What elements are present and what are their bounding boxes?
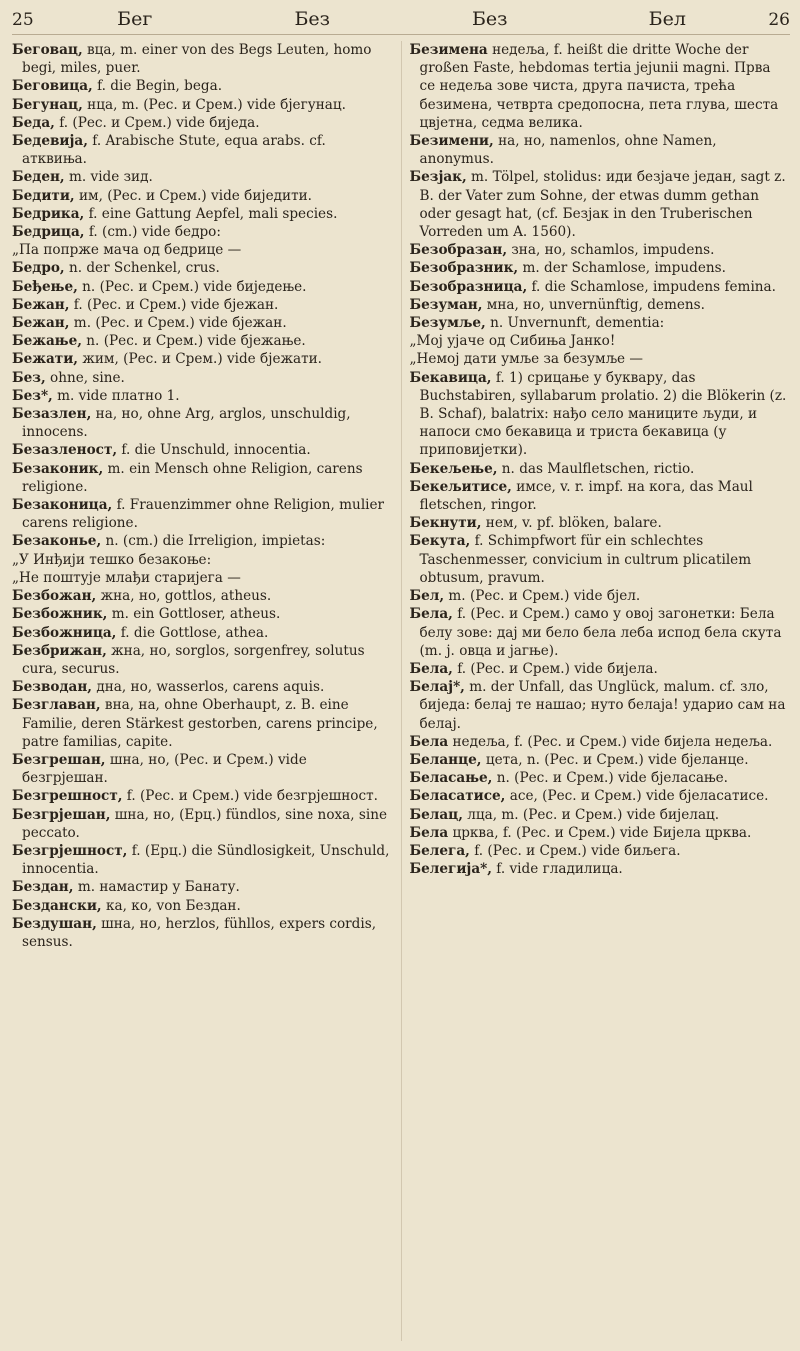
entry-definition: нца, m. (Рес. и Срем.) vide бјегунац. <box>82 96 346 113</box>
dictionary-entry <box>410 787 791 805</box>
entry-headword: Бездушан, <box>12 915 97 932</box>
entry-definition: шна, но, (Ерц.) fündlos, sine noxa, sine peccato. <box>22 806 388 841</box>
entry-headword: Безуман, <box>409 296 483 313</box>
dictionary-entry <box>12 205 393 223</box>
dictionary-entry <box>410 259 791 277</box>
entry-headword: Бела <box>409 733 449 750</box>
page-number-left: 25 <box>12 10 34 30</box>
entry-definition: недеља, f. heißt die dritte Woche der großen Faste, hebdomas tertia jejunii magni. Прва се недеља зове чиста, друга пачиста, трећа безимена, четврта средопосна, пета глува, шеста цвјетна, седма велика. <box>419 42 779 131</box>
entry-headword: Бекељење, <box>409 460 498 477</box>
dictionary-entry <box>12 350 393 368</box>
entry-definition: дна, но, wasserlos, carens aquis. <box>92 679 325 696</box>
dictionary-entry <box>12 77 393 95</box>
entry-headword: Бедро, <box>12 260 65 277</box>
columns <box>12 41 790 1341</box>
dictionary-entry <box>12 842 393 878</box>
entry-definition: f. Frauenzimmer ohne Religion, mulier carens religione. <box>22 497 385 532</box>
entry-headword: Беда, <box>12 114 55 131</box>
dictionary-entry <box>12 132 393 168</box>
entry-headword: Безобразник, <box>409 260 519 277</box>
dictionary-entry <box>12 405 393 441</box>
dictionary-entry <box>410 660 791 678</box>
entry-definition: f. (Рес. и Срем.) vide биљега. <box>469 842 681 859</box>
entry-definition: f. die Begin, bega. <box>92 78 223 95</box>
entry-headword: Бедрица, <box>12 224 85 241</box>
entry-definition: недеља, f. (Рес. и Срем.) vide бијела недеља. <box>448 733 773 750</box>
entry-definition: жна, но, gottlos, atheus. <box>96 588 272 605</box>
dictionary-entry <box>410 369 791 460</box>
entry-definition: n. Unvernunft, dementia: <box>485 315 665 332</box>
entry-headword: Беговица, <box>12 78 93 95</box>
dictionary-entry <box>410 41 791 132</box>
dictionary-entry <box>410 860 791 878</box>
entry-headword: Бедрика, <box>12 205 85 222</box>
entry-definition: f. vide гладилица. <box>491 861 623 878</box>
guide-word-left-1: Бег <box>117 8 153 30</box>
dictionary-entry <box>410 678 791 733</box>
entry-headword: Безаконье, <box>12 533 102 550</box>
dictionary-entry <box>12 332 393 350</box>
dictionary-entry <box>12 241 393 259</box>
dictionary-entry <box>410 605 791 660</box>
entry-definition: имсе, v. r. impf. на кога, das Maul fletschen, ringor. <box>419 478 753 514</box>
entry-headword: Без*, <box>12 387 53 404</box>
dictionary-entry <box>12 314 393 332</box>
entry-definition: n. der Schenkel, crus. <box>64 260 220 277</box>
dictionary-entry <box>410 278 791 296</box>
entry-headword: Безбрижан, <box>12 642 107 659</box>
dictionary-entry <box>410 532 791 587</box>
dictionary-entry <box>12 168 393 186</box>
entry-headword: Безумље, <box>409 315 486 332</box>
dictionary-entry <box>410 332 791 350</box>
entry-headword: Бежан, <box>12 296 70 313</box>
dictionary-entry <box>12 551 393 569</box>
entry-headword: Бела <box>409 824 449 841</box>
entry-headword: Безаконик, <box>12 460 104 477</box>
dictionary-entry <box>12 223 393 241</box>
entry-definition: m. vide зид. <box>64 169 153 186</box>
entry-definition: „Не поштује млађи старијега — <box>12 569 241 586</box>
entry-definition: n. (Рес. и Срем.) vide биједење. <box>77 278 307 295</box>
entry-headword: Бегунац, <box>12 96 83 113</box>
entry-headword: Безгрешност, <box>12 788 123 805</box>
entry-definition: f. (Ерц.) die Sündlosigkeit, Unschuld, innocentia. <box>22 842 390 878</box>
entry-definition: црква, f. (Рес. и Срем.) vide Бијела црква. <box>448 824 752 841</box>
entry-headword: Бездански, <box>12 897 102 914</box>
entry-headword: Бежан, <box>12 315 70 332</box>
dictionary-entry <box>12 787 393 805</box>
entry-headword: Бекнути, <box>409 515 482 532</box>
entry-headword: Безимени, <box>409 133 494 150</box>
entry-headword: Бедити, <box>12 187 75 204</box>
entry-headword: Безазлен, <box>12 406 92 423</box>
entry-headword: Безводан, <box>12 679 93 696</box>
dictionary-entry <box>410 751 791 769</box>
dictionary-entry <box>410 296 791 314</box>
entry-definition: зна, но, schamlos, impudens. <box>507 242 715 259</box>
entry-headword: Безгрјешан, <box>12 806 111 823</box>
entry-definition: n. (cm.) die Irreligion, impietas: <box>101 533 326 550</box>
entry-headword: Без, <box>12 369 46 386</box>
dictionary-entry <box>12 642 393 678</box>
entry-definition: вца, m. einer von des Begs Leuten, homo begi, miles, puer. <box>22 42 372 77</box>
entry-headword: Безјак, <box>409 169 467 186</box>
dictionary-entry <box>12 96 393 114</box>
dictionary-entry <box>12 897 393 915</box>
entry-definition: мна, но, unvernünftig, demens. <box>482 296 705 313</box>
entry-headword: Безимена <box>409 42 488 58</box>
dictionary-entry <box>410 478 791 514</box>
entry-definition: жим, (Рес. и Срем.) vide бјежати. <box>78 351 322 368</box>
entry-definition: m. ein Mensch ohne Religion, carens religione. <box>22 460 363 495</box>
entry-headword: Безаконица, <box>12 497 113 514</box>
entry-definition: m. (Рес. и Срем.) vide бјел. <box>444 588 641 605</box>
entry-headword: Безазленост, <box>12 442 118 459</box>
dictionary-entry <box>12 678 393 696</box>
entry-definition: нем, v. pf. blöken, balare. <box>481 515 662 532</box>
entry-headword: Бела, <box>409 606 453 623</box>
entry-definition: „Мој ујаче од Сибиња Јанко! <box>409 333 616 350</box>
entry-headword: Безглаван, <box>12 697 101 714</box>
entry-definition: лца, m. (Рес. и Срем.) vide бијелац. <box>462 806 720 823</box>
entry-definition: m. (Рес. и Срем.) vide бјежан. <box>69 315 287 332</box>
entry-definition: асе, (Рес. и Срем.) vide бјеласатисе. <box>505 788 769 805</box>
dictionary-entry <box>12 187 393 205</box>
entry-headword: Белега, <box>409 842 470 859</box>
entry-headword: Безобразница, <box>409 278 528 295</box>
entry-definition: f. (Рес. и Срем.) vide безгрјешност. <box>122 788 378 805</box>
dictionary-entry <box>410 241 791 259</box>
entry-headword: Безобразан, <box>409 242 508 259</box>
entry-headword: Беден, <box>12 169 65 186</box>
entry-definition: n. das Maulfletschen, rictio. <box>497 460 695 477</box>
entry-definition: m. vide платно 1. <box>52 387 180 404</box>
entry-definition: n. (Рес. и Срем.) vide бјеласање. <box>492 770 728 787</box>
dictionary-entry <box>12 496 393 532</box>
entry-definition: вна, на, ohne Oberhaupt, z. B. eine Familie, deren Stärkest gestorben, carens principe, patre familias, capite. <box>22 697 378 750</box>
dictionary-entry <box>12 387 393 405</box>
right-column <box>401 41 791 1341</box>
entry-definition: f. die Gottlose, athea. <box>116 624 269 641</box>
entry-definition: f. die Unschuld, innocentia. <box>117 442 311 459</box>
dictionary-entry <box>410 460 791 478</box>
entry-headword: Бежање, <box>12 333 82 350</box>
dictionary-entry <box>410 132 791 168</box>
entry-definition: ка, ко, von Бездан. <box>101 897 241 914</box>
guide-word-right-1: Без <box>471 8 508 30</box>
dictionary-entry <box>410 806 791 824</box>
dictionary-entry <box>12 878 393 896</box>
entry-definition: „Па попрже мача од бедрице — <box>12 242 242 259</box>
dictionary-entry <box>410 842 791 860</box>
running-header <box>12 8 790 35</box>
dictionary-entry <box>12 587 393 605</box>
entry-definition: им, (Рес. и Срем.) vide биједити. <box>74 187 312 204</box>
entry-definition: n. (Рес. и Срем.) vide бјежање. <box>81 333 306 350</box>
entry-headword: Бел, <box>409 588 445 605</box>
entry-headword: Белац, <box>409 806 463 823</box>
guide-word-right-2: Бел <box>648 8 686 30</box>
entry-definition: „У Инђији тешко безакоње: <box>12 551 212 568</box>
entry-definition: f. (Рес. и Срем.) vide бјежан. <box>69 296 279 313</box>
entry-definition: m. der Unfall, das Unglück, malum. cf. зло, биједа: белај те нашао; нуто белаја! ударио сам на белај. <box>419 679 786 732</box>
entry-definition: m. намастир у Банату. <box>73 879 240 896</box>
entry-headword: Бела, <box>409 660 453 677</box>
entry-definition: f. (Рес. и Срем.) само у овој загонетки: Бела белу зове: дај ми бело бела леба испод бела скута (m. j. овца и јагње). <box>419 606 782 659</box>
entry-definition: f. 1) срицање у буквару, das Buchstabiren, syllabarum prolatio. 2) die Blökerin (z. B. Schaf), balatrix: нађо село маниците људи, и напоси смо бекавица и триста бекавица (у приповијетки). <box>419 369 787 459</box>
entry-definition: цета, n. (Рес. и Срем.) vide бјеланце. <box>481 751 749 768</box>
dictionary-entry <box>12 296 393 314</box>
entry-definition: на, но, ohne Arg, arglos, unschuldig, innocens. <box>22 406 351 441</box>
dictionary-entry <box>12 278 393 296</box>
guide-word-left-2: Без <box>294 8 331 30</box>
entry-definition: шна, но, herzlos, fühllos, expers cordis, sensus. <box>22 915 377 950</box>
dictionary-entry <box>12 460 393 496</box>
dictionary-entry <box>12 806 393 842</box>
dictionary-entry <box>410 824 791 842</box>
dictionary-entry <box>12 751 393 787</box>
entry-definition: f. (Рес. и Срем.) vide бијела. <box>452 660 658 677</box>
entry-definition: f. eine Gattung Aepfel, mali species. <box>84 205 338 222</box>
dictionary-entry <box>12 696 393 751</box>
entry-definition: f. Schimpfwort für ein schlechtes Taschenmesser, convicium in cultrum plicatilem obtusum, pravum. <box>419 533 752 586</box>
dictionary-entry <box>12 915 393 951</box>
entry-headword: Безбожница, <box>12 624 117 641</box>
entry-headword: Беласање, <box>409 770 493 787</box>
entry-headword: Беговац, <box>12 42 83 58</box>
entry-headword: Белегија*, <box>409 861 492 878</box>
entry-definition: f. (Рес. и Срем.) vide биједа. <box>54 114 260 131</box>
dictionary-entry <box>12 441 393 459</box>
entry-definition: „Немој дати умље за безумље — <box>409 351 643 368</box>
entry-definition: жна, но, sorglos, sorgenfrey, solutus cura, securus. <box>22 642 365 677</box>
dictionary-entry <box>410 314 791 332</box>
dictionary-entry <box>12 259 393 277</box>
entry-headword: Бекавица, <box>409 369 492 386</box>
dictionary-entry <box>12 41 393 77</box>
entry-headword: Беланце, <box>409 751 482 768</box>
entry-headword: Бекута, <box>409 533 471 550</box>
entry-headword: Безбожник, <box>12 606 108 623</box>
entry-headword: Бедевија, <box>12 133 88 150</box>
entry-headword: Белај*, <box>409 679 465 696</box>
entry-headword: Беђење, <box>12 278 78 295</box>
dictionary-entry <box>410 769 791 787</box>
dictionary-entry <box>12 532 393 550</box>
dictionary-entry <box>12 369 393 387</box>
dictionary-entry <box>410 350 791 368</box>
entry-headword: Бездан, <box>12 879 74 896</box>
entry-headword: Беласатисе, <box>409 788 506 805</box>
entry-definition: m. ein Gottloser, atheus. <box>107 606 281 623</box>
entry-definition: f. die Schamlose, impudens femina. <box>527 278 776 295</box>
entry-headword: Бекељитисе, <box>409 478 512 495</box>
dictionary-entry <box>12 624 393 642</box>
entry-definition: m. der Schamlose, impudens. <box>518 260 726 277</box>
dictionary-entry <box>410 587 791 605</box>
entry-headword: Бежати, <box>12 351 79 368</box>
entry-definition: шна, но, (Рес. и Срем.) vide безгрјешан. <box>22 751 307 787</box>
dictionary-entry <box>410 168 791 241</box>
entry-definition: ohne, sine. <box>45 369 125 386</box>
entry-headword: Безбожан, <box>12 588 97 605</box>
entry-headword: Безгрјешност, <box>12 842 128 859</box>
entry-definition: m. Tölpel, stolidus: иди безјаче један, sagt z. B. der Vater zum Sohne, der etwas dumm gethan oder gesagt hat, (cf. Безјак in den Truberischen Vorreden um A. 1560). <box>419 169 786 241</box>
dictionary-entry <box>12 114 393 132</box>
dictionary-entry <box>12 605 393 623</box>
page-number-right: 26 <box>768 10 790 30</box>
dictionary-entry <box>410 733 791 751</box>
entry-definition: на, но, namenlos, ohne Namen, anonymus. <box>419 133 717 168</box>
entry-definition: f. Arabische Stute, equa arabs. cf. атквиња. <box>22 133 326 168</box>
entry-definition: f. (cm.) vide бедро: <box>84 224 221 241</box>
dictionary-entry <box>410 514 791 532</box>
entry-headword: Безгрешан, <box>12 751 106 768</box>
dictionary-entry <box>12 569 393 587</box>
left-column <box>12 41 401 1341</box>
